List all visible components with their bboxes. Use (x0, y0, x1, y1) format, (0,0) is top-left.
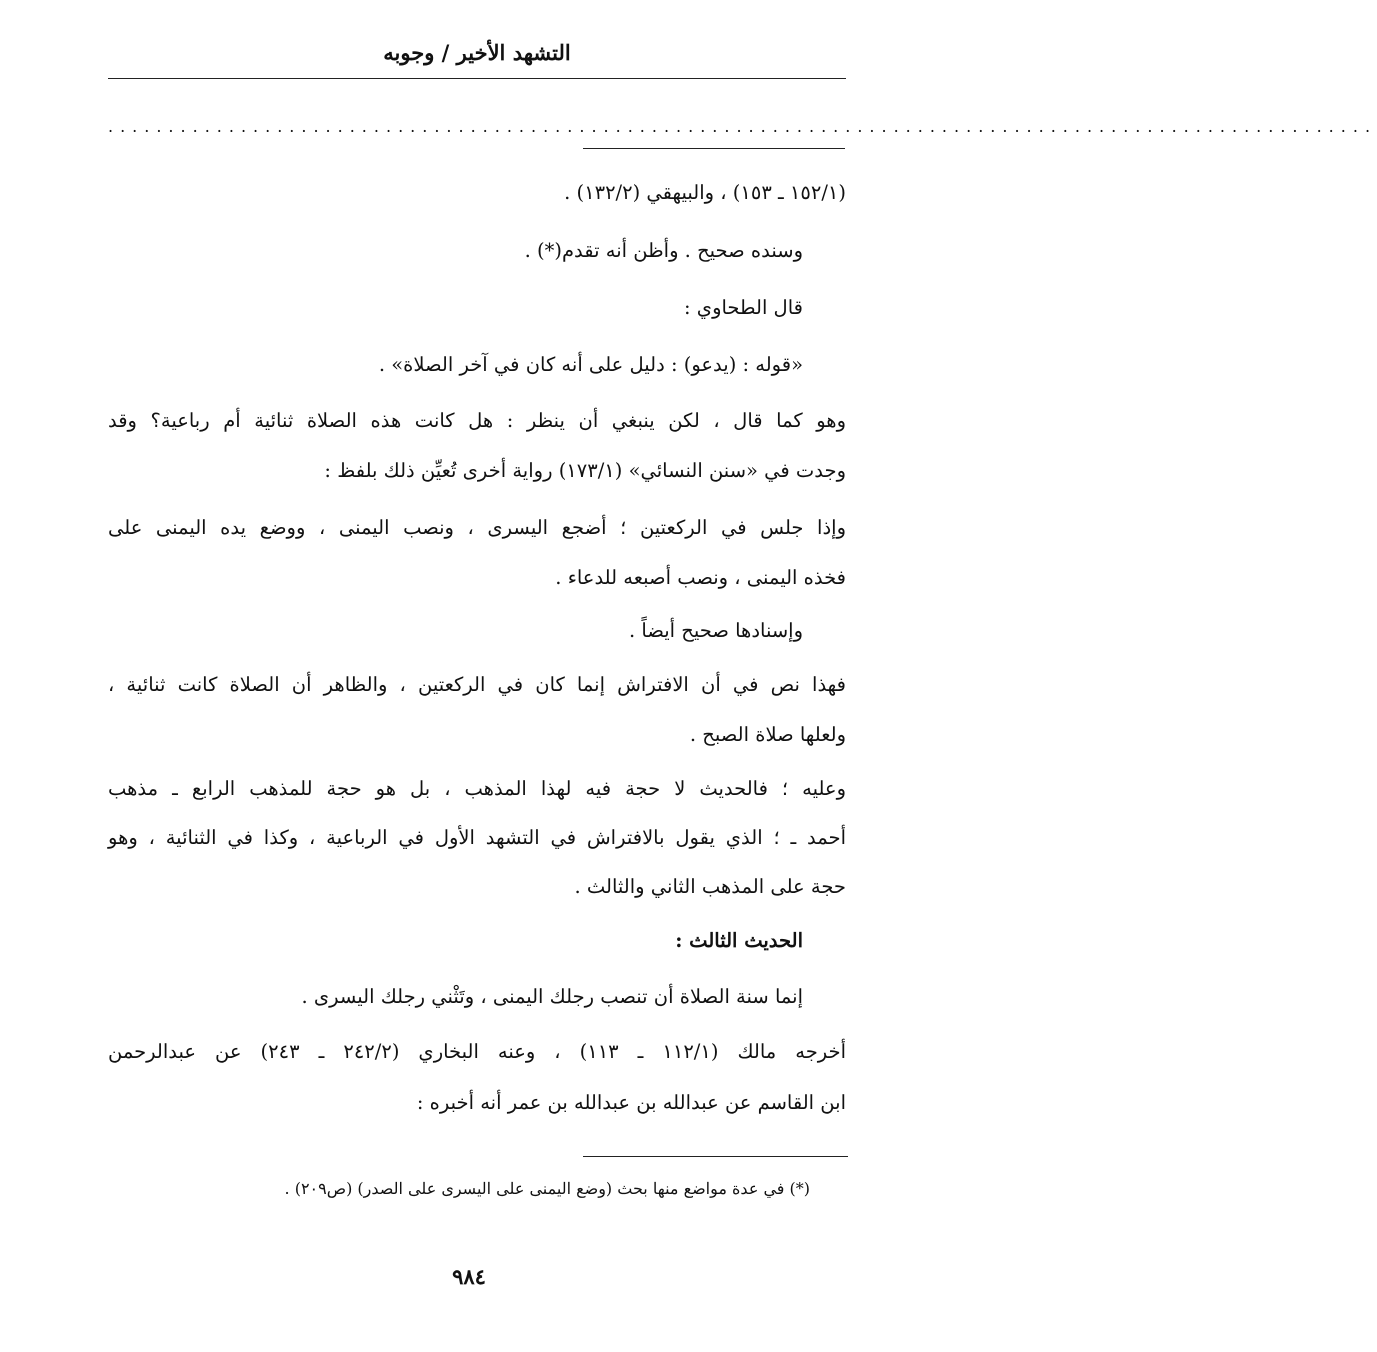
text-line: وإسنادها صحيح أيضاً . (628, 619, 803, 642)
text-line: وسنده صحيح . وأظن أنه تقدم(*) . (524, 239, 803, 262)
section-rule (583, 148, 845, 149)
running-header: التشهد الأخير / وجوبه (383, 40, 571, 65)
text-line: وعليه ؛ فالحديث لا حجة فيه لهذا المذهب ، بل هو حجة للمذهب الرابع ـ مذهب (108, 777, 846, 800)
dotted-separator: ......................................................................................................... (108, 117, 1377, 136)
text-line: وجدت في «سنن النسائي» (١٧٣/١) رواية أخرى تُعيِّن ذلك بلفظ : (324, 459, 846, 482)
quote-line: «قوله : (يدعو) : دليل على أنه كان في آخر الصلاة» . (378, 353, 803, 376)
page-number: ٩٨٤ (452, 1264, 486, 1289)
hadith-line: إنما سنة الصلاة أن تنصب رجلك اليمنى ، وتَثْني رجلك اليسرى . (301, 985, 803, 1008)
footnote: (*) في عدة مواضع منها بحث (وضع اليمنى على اليسرى على الصدر) (ص٢٠٩) . (284, 1179, 810, 1198)
section-heading: الحديث الثالث : (675, 929, 803, 952)
header-rule (108, 78, 846, 79)
text-line: أخرجه مالك (١١٢/١ ـ ١١٣) ، وعنه البخاري (٢٤٢/٢ ـ ٢٤٣) عن عبدالرحمن (108, 1040, 846, 1063)
text-line: فهذا نص في أن الافتراش إنما كان في الركعتين ، والظاهر أن الصلاة كانت ثنائية ، (108, 673, 846, 696)
footnote-rule (583, 1156, 848, 1157)
hadith-line: فخذه اليمنى ، ونصب أصبعه للدعاء . (555, 566, 846, 589)
text-line: أحمد ـ ؛ الذي يقول بالافتراش في التشهد الأول في الرباعية ، وكذا في الثنائية ، وهو (108, 826, 846, 849)
hadith-line: وإذا جلس في الركعتين ؛ أضجع اليسرى ، ونصب اليمنى ، ووضع يده اليمنى على (108, 516, 846, 539)
text-line: ولعلها صلاة الصبح . (689, 723, 846, 746)
text-line: ابن القاسم عن عبدالله بن عبدالله بن عمر أنه أخبره : (416, 1091, 846, 1114)
text-line: (١٥٢/١ ـ ١٥٣) ، والبيهقي (١٣٢/٢) . (564, 181, 846, 204)
text-line: قال الطحاوي : (684, 296, 803, 319)
text-line: وهو كما قال ، لكن ينبغي أن ينظر : هل كانت هذه الصلاة ثنائية أم رباعية؟ وقد (108, 409, 846, 432)
text-line: حجة على المذهب الثاني والثالث . (574, 875, 846, 898)
